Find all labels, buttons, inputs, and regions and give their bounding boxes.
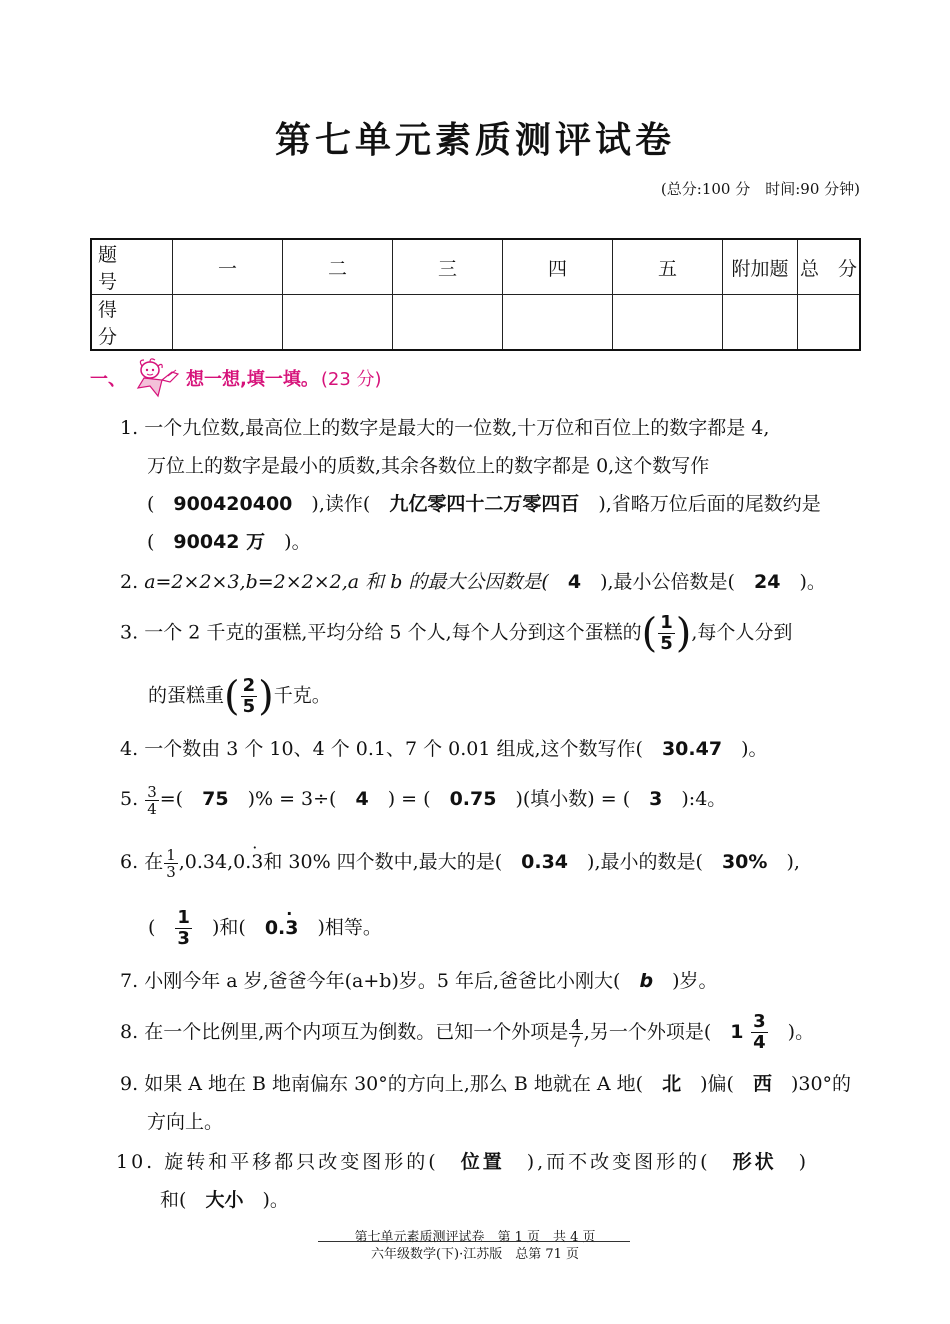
footer-book-info: 六年级数学(下)·江苏版 总第 71 页 — [370, 1247, 580, 1262]
q10-t4: 和( — [160, 1189, 187, 1211]
question-3: 3. 一个 2 千克的蛋糕,平均分给 5 个人,每个人分到这个蛋糕的( $\frac{1}{5}$ ),每个人分到 — [120, 610, 793, 657]
q5-t2: )% = 3÷( — [247, 788, 337, 810]
footer-page-info: 第七单元素质测评试卷 第 1 页 共 4 页 — [354, 1230, 596, 1245]
header-label: 题 号 — [91, 239, 173, 295]
q6-t4: ), — [786, 851, 800, 873]
q1-text: ),读作( — [311, 493, 371, 515]
section-title: 想一想,填一填。 — [186, 369, 319, 390]
q3-text2: ,每个人分到 — [691, 621, 793, 644]
col-1: 一 — [173, 239, 283, 295]
q5-answer-ratio[interactable]: 3 — [649, 788, 663, 810]
q6-t0: 在 — [144, 851, 164, 873]
q3-number: 3. — [120, 621, 139, 644]
q6-t1: ,0.34,0. — [178, 851, 252, 873]
exam-info: (总分:100 分 时间:90 分钟) — [660, 180, 860, 198]
question-6-line2: ( $\frac{1}{3}$ )和( 0.· 3 )相等。 — [148, 908, 382, 949]
q5-number: 5. — [120, 788, 139, 810]
q9-number: 9. — [120, 1073, 139, 1095]
section-prefix: 一、 — [90, 369, 126, 390]
q8-number: 8. — [120, 1021, 139, 1043]
q1-line2: 万位上的数字是最小的质数,其余各数位上的数字都是 0,这个数写作 — [147, 455, 710, 477]
q6-t5: )和( — [211, 916, 246, 939]
section-points: (23 分) — [320, 369, 382, 390]
q1-text-tail: ),省略万位后面的尾数约是 — [598, 493, 821, 515]
q10-number: 10. — [116, 1151, 156, 1173]
score-cell[interactable] — [283, 295, 393, 351]
question-6 — [120, 843, 800, 881]
col-4: 四 — [503, 239, 613, 295]
q3-text4: 千克。 — [273, 684, 331, 707]
q8-answer[interactable]: 1 $\frac{3}{4}$ — [730, 1011, 766, 1053]
q8-fraction: $\frac{4}{7}$ — [571, 1015, 581, 1051]
q2-text2: ),最小公倍数是( — [600, 571, 735, 593]
q9-answer-west[interactable]: 西 — [752, 1073, 772, 1095]
q9-t3: )30°的 — [790, 1073, 852, 1095]
q8-text2: ,另一个外项是( — [583, 1021, 712, 1043]
score-table — [90, 238, 861, 351]
col-3: 三 — [393, 239, 503, 295]
q7-answer[interactable]: b — [639, 970, 654, 992]
q10-t3: ) — [798, 1151, 810, 1173]
q10-answer-shape[interactable]: 形状 — [732, 1151, 777, 1173]
question-1: 1. 一个九位数,最高位上的数字是最大的一位数,十万位和百位上的数字都是 4, 万位上的数字是最小的质数,其余各数位上的数字都是 0,这个数写作 ( 900420400 ),读作( 九亿零四十二万零四百 ),省略万位后面的尾数约是 ( 90042 万 )。 — [120, 417, 821, 553]
score-cell[interactable] — [798, 295, 860, 351]
col-total: 总 分 — [798, 239, 860, 295]
q8-text: 在一个比例里,两个内项互为倒数。已知一个外项是 — [144, 1021, 569, 1043]
q1-number: 1. — [120, 417, 139, 439]
q5-t1: =( — [159, 788, 184, 810]
col-2: 二 — [283, 239, 393, 295]
q6-repeating-digit: · 3 — [251, 843, 263, 881]
q6-t3: ),最小的数是( — [587, 851, 703, 873]
q10-end: )。 — [262, 1189, 289, 1211]
score-label: 得 分 — [91, 295, 173, 351]
score-table-score-row — [91, 295, 860, 351]
q9-answer-north[interactable]: 北 — [662, 1073, 682, 1095]
q5-t4: )(填小数) = ( — [515, 788, 631, 810]
q5-t5: ):4。 — [681, 788, 727, 810]
q5-t3: ) = ( — [387, 788, 431, 810]
q5-answer-decimal[interactable]: 0.75 — [449, 788, 497, 810]
q2-number: 2. — [120, 571, 139, 593]
q6-answer-decimal[interactable]: 0.· 3 — [265, 917, 299, 939]
q6-answer-largest[interactable]: 0.34 — [521, 851, 569, 873]
score-cell[interactable] — [503, 295, 613, 351]
score-cell[interactable] — [393, 295, 503, 351]
q10-answer-position[interactable]: 位置 — [460, 1151, 505, 1173]
q9-line2: 方向上。 — [147, 1111, 224, 1133]
q9-t2: )偏( — [700, 1073, 734, 1095]
question-7 — [120, 962, 718, 1000]
score-cell[interactable] — [173, 295, 283, 351]
q1-line1: 一个九位数,最高位上的数字是最大的一位数,十万位和百位上的数字都是 4, — [144, 417, 770, 439]
q4-answer[interactable]: 30.47 — [661, 738, 723, 760]
q6-t6: )相等。 — [317, 916, 382, 939]
q10-answer-size[interactable]: 大小 — [205, 1189, 244, 1211]
q5-fraction: $\frac{3}{4}$ — [147, 782, 157, 818]
question-8 — [120, 1012, 814, 1053]
q3-answer-fraction[interactable]: $\frac{1}{5}$ — [660, 612, 673, 654]
q10-t2: ),而不改变图形的( — [526, 1151, 711, 1173]
q7-end: )岁。 — [672, 970, 718, 992]
q7-number: 7. — [120, 970, 139, 992]
question-5 — [120, 780, 726, 818]
q3-answer-weight[interactable]: $\frac{2}{5}$ — [242, 675, 256, 717]
q6-fraction: $\frac{1}{3}$ — [166, 845, 176, 881]
score-cell[interactable] — [613, 295, 723, 351]
footer-divider — [318, 1241, 630, 1242]
q4-text: 一个数由 3 个 10、4 个 0.1、7 个 0.01 组成,这个数写作( — [144, 738, 643, 760]
q6-answer-smallest[interactable]: 30% — [721, 851, 768, 873]
q1-answer-reading[interactable]: 九亿零四十二万零四百 — [389, 493, 580, 515]
q6-t2: 和 30% 四个数中,最大的是( — [263, 851, 503, 873]
q9-text: 如果 A 地在 B 地南偏东 30°的方向上,那么 B 地就在 A 地( — [144, 1073, 644, 1095]
q8-end: )。 — [787, 1021, 815, 1043]
question-9 — [120, 1065, 865, 1141]
mascot-icon — [128, 358, 184, 398]
q6-number: 6. — [120, 851, 139, 873]
question-2 — [120, 563, 826, 601]
q2-answer-gcd[interactable]: 4 — [567, 571, 582, 593]
q6-answer-fraction[interactable]: $\frac{1}{3}$ — [177, 907, 190, 949]
col-bonus: 附加题 — [723, 239, 798, 295]
q1-answer-approx[interactable]: 90042 万 — [173, 531, 266, 553]
q3-text3: 的蛋糕重 — [148, 684, 225, 707]
score-cell[interactable] — [723, 295, 798, 351]
q5-answer-percent[interactable]: 75 — [202, 788, 229, 810]
q2-end: )。 — [799, 571, 826, 593]
q5-answer-divisor[interactable]: 4 — [355, 788, 369, 810]
question-4 — [120, 730, 767, 768]
q2-answer-lcm[interactable]: 24 — [754, 571, 781, 593]
page-title: 第七单元素质测评试卷 — [274, 120, 675, 161]
q1-answer-number[interactable]: 900420400 — [173, 493, 293, 515]
q4-end: )。 — [741, 738, 768, 760]
col-5: 五 — [613, 239, 723, 295]
q7-text: 小刚今年 a 岁,爸爸今年(a+b)岁。5 年后,爸爸比小刚大( — [144, 970, 621, 992]
section-1-heading — [90, 358, 382, 398]
q10-text: 旋转和平移都只改变图形的( — [164, 1151, 439, 1173]
q3-text: 一个 2 千克的蛋糕,平均分给 5 个人,每个人分到这个蛋糕的 — [144, 621, 642, 644]
question-10 — [116, 1143, 861, 1219]
q2-text: a=2×2×3,b=2×2×2,a 和 b 的最大公因数是( — [144, 571, 549, 593]
q1-end: )。 — [284, 531, 311, 553]
q4-number: 4. — [120, 738, 139, 760]
question-3-line2: 的蛋糕重( $\frac{2}{5}$ )千克。 — [148, 673, 331, 720]
score-table-header-row — [91, 239, 860, 295]
